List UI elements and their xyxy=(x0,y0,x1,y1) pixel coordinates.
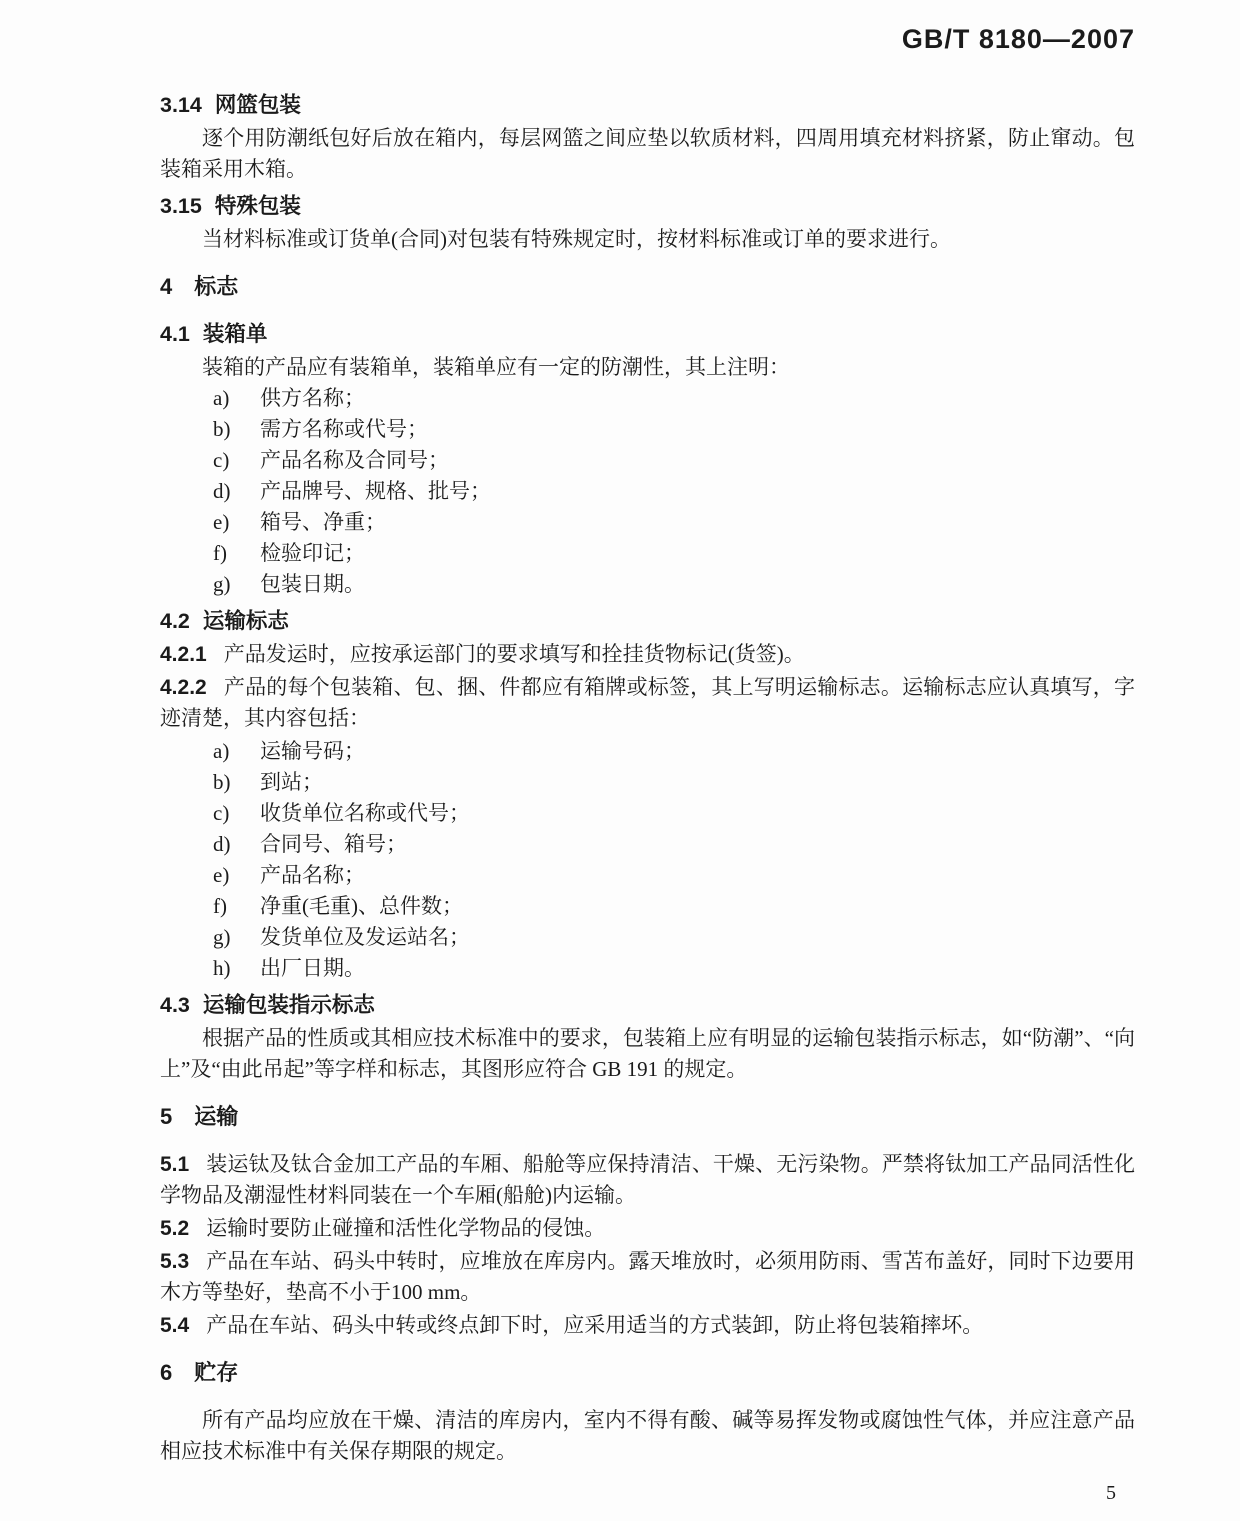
list-item-letter: c) xyxy=(213,801,230,825)
list-item-letter: f) xyxy=(213,894,227,918)
list-item-letter: a) xyxy=(213,386,230,410)
list-item xyxy=(160,476,1135,507)
list-item-letter: g) xyxy=(213,925,231,949)
clause-number: 5.2 xyxy=(160,1217,190,1240)
list-item-text: 合同号、箱号； xyxy=(260,832,407,856)
list-item xyxy=(160,922,1135,953)
list-item-text: 产品牌号、规格、批号； xyxy=(260,479,491,503)
list-item-letter: b) xyxy=(213,770,231,794)
clause-number: 4.2.1 xyxy=(160,643,207,666)
list-item-text: 产品名称； xyxy=(260,863,365,887)
list-item-text: 到站； xyxy=(260,770,323,794)
section-heading-3-14 xyxy=(160,90,1135,121)
list-item-text: 需方名称或代号； xyxy=(260,417,428,441)
list-item-letter: a) xyxy=(213,739,230,763)
list-item xyxy=(160,767,1135,798)
list-item-letter: b) xyxy=(213,417,231,441)
paragraph-4-3: 根据产品的性质或其相应技术标准中的要求，包装箱上应有明显的运输包装指示标志，如“防潮”、“向上”及“由此吊起”等字样和标志，其图形应符合 GB 191 的规定。 xyxy=(160,1026,1135,1081)
chapter-title: 贮存 xyxy=(194,1360,239,1385)
clause-5-4 xyxy=(160,1310,1135,1341)
section-title: 装箱单 xyxy=(202,322,268,346)
list-item xyxy=(160,736,1135,767)
chapter-heading-6 xyxy=(160,1357,1135,1388)
list-item-letter: g) xyxy=(213,572,231,596)
chapter-title: 标志 xyxy=(194,274,239,299)
clause-number: 5.3 xyxy=(160,1250,190,1273)
section-title: 特殊包装 xyxy=(214,194,301,218)
section-number: 4.3 xyxy=(160,993,190,1017)
list-item xyxy=(160,798,1135,829)
clause-number: 4.2.2 xyxy=(160,676,207,699)
list-item xyxy=(160,891,1135,922)
clause-text: 产品的每个包装箱、包、捆、件都应有箱牌或标签，其上写明运输标志。运输标志应认真填写，字迹清楚，其内容包括： xyxy=(160,675,1135,730)
list-item xyxy=(160,383,1135,414)
list-item xyxy=(160,860,1135,891)
list-item-letter: f) xyxy=(213,541,227,565)
standard-code-header: GB/T 8180—2007 xyxy=(901,24,1135,54)
chapter-heading-4 xyxy=(160,271,1135,302)
clause-number: 5.4 xyxy=(160,1314,190,1337)
list-item-text: 产品名称及合同号； xyxy=(260,448,449,472)
clause-text: 产品发运时，应按承运部门的要求填写和拴挂货物标记(货签)。 xyxy=(223,642,805,666)
transport-mark-list xyxy=(160,736,1135,984)
list-item xyxy=(160,507,1135,538)
clause-5-1 xyxy=(160,1149,1135,1211)
list-item-letter: d) xyxy=(213,832,231,856)
clause-text: 运输时要防止碰撞和活性化学物品的侵蚀。 xyxy=(206,1216,606,1240)
list-item-letter: h) xyxy=(213,956,231,980)
section-heading-3-15 xyxy=(160,191,1135,222)
section-number: 3.14 xyxy=(160,93,202,117)
list-item xyxy=(160,445,1135,476)
clause-4-2-2 xyxy=(160,672,1135,734)
list-item-text: 供方名称； xyxy=(260,386,365,410)
chapter-heading-5 xyxy=(160,1101,1135,1132)
chapter-number: 4 xyxy=(160,274,173,299)
list-item xyxy=(160,414,1135,445)
section-heading-4-3 xyxy=(160,990,1135,1021)
clause-number: 5.1 xyxy=(160,1153,190,1176)
section-title: 运输标志 xyxy=(202,609,289,633)
clause-text: 产品在车站、码头中转时，应堆放在库房内。露天堆放时，必须用防雨、雪苫布盖好，同时下边要用木方等垫好，垫高不小于100 mm。 xyxy=(160,1249,1135,1304)
section-heading-4-1 xyxy=(160,319,1135,350)
list-item-letter: e) xyxy=(213,510,230,534)
list-item-text: 收货单位名称或代号； xyxy=(260,801,470,825)
list-item xyxy=(160,538,1135,569)
chapter-number: 5 xyxy=(160,1104,173,1129)
chapter-title: 运输 xyxy=(194,1104,239,1129)
list-item-text: 净重(毛重)、总件数； xyxy=(260,894,463,918)
clause-text: 产品在车站、码头中转或终点卸下时，应采用适当的方式装卸，防止将包装箱摔坏。 xyxy=(206,1313,984,1337)
list-item-text: 包装日期。 xyxy=(260,572,365,596)
clause-5-2 xyxy=(160,1213,1135,1244)
section-number: 3.15 xyxy=(160,194,202,218)
list-item-letter: d) xyxy=(213,479,231,503)
list-item-text: 运输号码； xyxy=(260,739,365,763)
packing-list xyxy=(160,383,1135,600)
section-title: 网篮包装 xyxy=(214,93,301,117)
page-number: 5 xyxy=(1106,1482,1116,1504)
section-heading-4-2 xyxy=(160,606,1135,637)
paragraph-4-1-intro: 装箱的产品应有装箱单，装箱单应有一定的防潮性，其上注明： xyxy=(202,355,790,379)
clause-4-2-1 xyxy=(160,639,1135,670)
section-number: 4.1 xyxy=(160,322,190,346)
list-item xyxy=(160,953,1135,984)
list-item-letter: e) xyxy=(213,863,230,887)
paragraph-6: 所有产品均应放在干燥、清洁的库房内，室内不得有酸、碱等易挥发物或腐蚀性气体，并应注意产品相应技术标准中有关保存期限的规定。 xyxy=(160,1408,1135,1463)
paragraph-3-15: 当材料标准或订货单(合同)对包装有特殊规定时，按材料标准或订单的要求进行。 xyxy=(202,227,951,251)
list-item xyxy=(160,829,1135,860)
list-item xyxy=(160,569,1135,600)
list-item-text: 出厂日期。 xyxy=(260,956,365,980)
section-title: 运输包装指示标志 xyxy=(202,993,375,1017)
list-item-text: 检验印记； xyxy=(260,541,365,565)
paragraph-3-14: 逐个用防潮纸包好后放在箱内，每层网篮之间应垫以软质材料，四周用填充材料挤紧，防止窜动。包装箱采用木箱。 xyxy=(160,126,1135,181)
clause-5-3 xyxy=(160,1246,1135,1308)
list-item-text: 箱号、净重； xyxy=(260,510,386,534)
list-item-text: 发货单位及发运站名； xyxy=(260,925,470,949)
clause-text: 装运钛及钛合金加工产品的车厢、船舱等应保持清洁、干燥、无污染物。严禁将钛加工产品同活性化学物品及潮湿性材料同装在一个车厢(船舱)内运输。 xyxy=(160,1152,1135,1207)
chapter-number: 6 xyxy=(160,1360,173,1385)
list-item-letter: c) xyxy=(213,448,230,472)
section-number: 4.2 xyxy=(160,609,190,633)
